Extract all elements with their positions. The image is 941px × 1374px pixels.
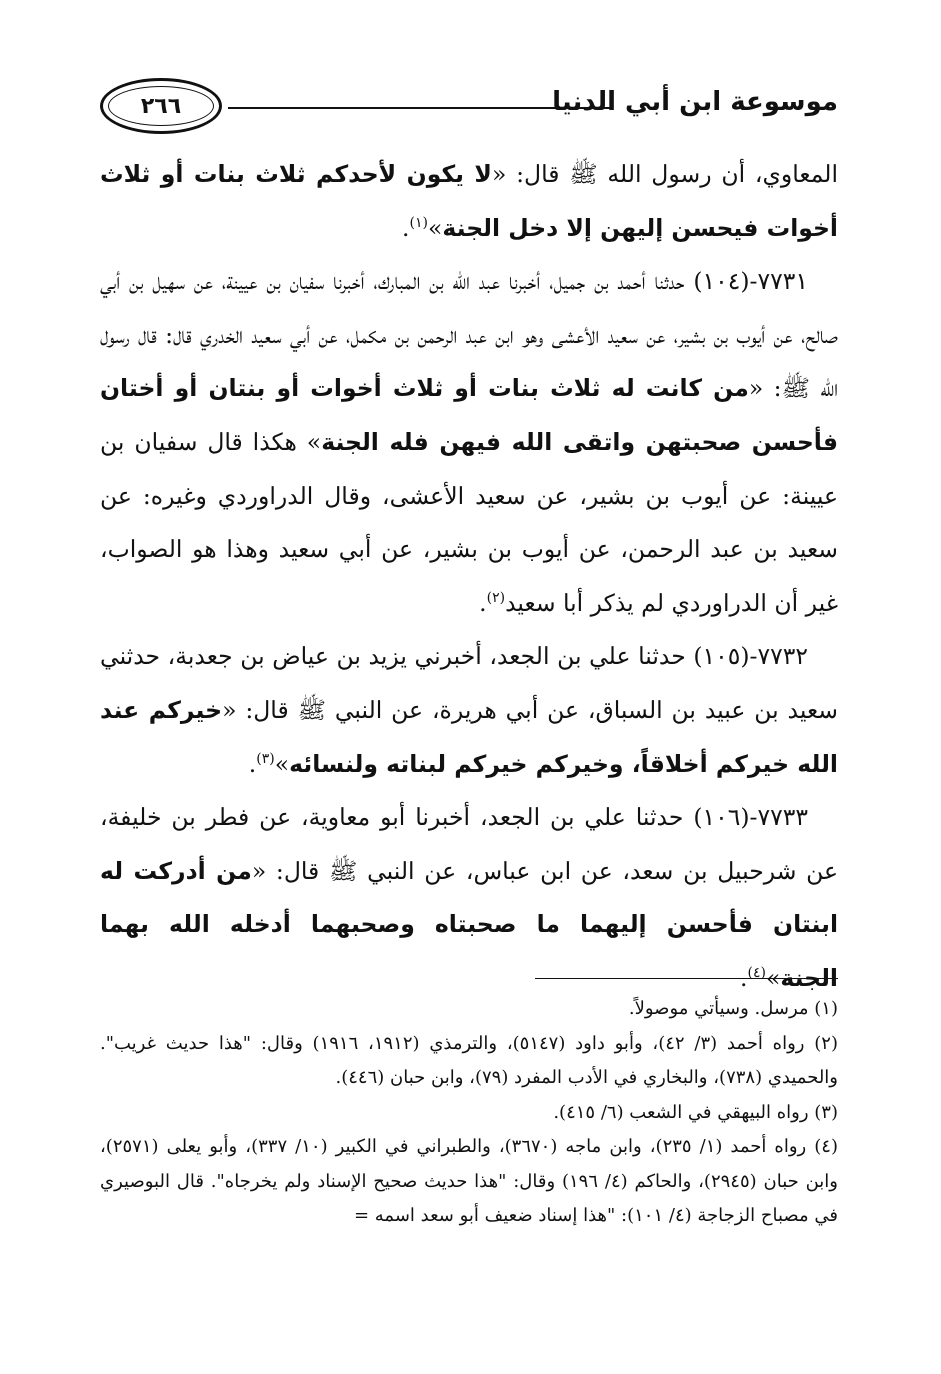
footnote-ref: (٤) [747, 965, 766, 982]
paragraph [100, 791, 838, 1005]
hadith-text: من أدركت له ابنتان فأحسن إليهما ما صحبتاه وصحبهما أدخله الله بهما الجنة [100, 856, 838, 992]
paragraph-end: . [402, 213, 410, 242]
page-number-oval [100, 78, 222, 134]
footnotes [100, 992, 838, 1234]
footnote: (١) مرسل. وسيأتي موصولاً. [628, 998, 838, 1019]
paragraph [100, 148, 838, 255]
footnote: (٣) رواه البيهقي في الشعب (٦/ ٤١٥). [553, 1101, 838, 1123]
header-rule [228, 107, 613, 109]
footnote: (٢) رواه أحمد (٣/ ٤٢)، وأبو داود (٥١٤٧)، والترمذي (١٩١٢، ١٩١٦) وقال: "هذا حديث غريب". والحميدي (٧٣٨)، والبخاري في الأدب المفرد (٧٩)، وابن حبان (٤٤٦). [100, 1032, 838, 1088]
footnote-ref: (٣) [256, 750, 275, 767]
hadith-text: لا يكون لأحدكم ثلاث بنات أو ثلاث أخوات فيحسن إليهن إلا دخل الجنة [100, 160, 838, 242]
main-text [100, 148, 838, 1006]
paragraph-text: » هكذا قال سفيان بن عيينة: عن أيوب بن بشير، عن سعيد الأعشى، وقال الدراوردي وغيره: عن سعيد بن عبد الرحمن، عن أيوب بن بشير، عن أبي سعيد وهذا هو الصواب، غير أن الدراوردي لم يذكر أبا سعيد [100, 427, 838, 617]
footnote: (٤) رواه أحمد (١/ ٢٣٥)، وابن ماجه (٣٦٧٠)، والطبراني في الكبير (١٠/ ٣٣٧)، وأبو يعلى (٢٥٧١)، وابن حبان (٢٩٤٥)، والحاكم (٤/ ١٩٦) وقال: "هذا حديث صحيح الإسناد ولم يخرجاه". قال البوصيري في مصباح الزجاجة (٤/ ١٠١): "هذا إسناد ضعيف أبو سعد اسمه = [100, 1136, 838, 1226]
paragraph-end: . [739, 963, 748, 992]
paragraph [100, 255, 838, 630]
paragraph-end: . [479, 588, 487, 617]
footnote-ref: (١) [409, 214, 428, 231]
page-header [100, 78, 838, 138]
paragraph-text: » [274, 749, 290, 778]
paragraph [100, 630, 838, 791]
book-title: موسوعة ابن أبي الدنيا [552, 87, 838, 117]
footnote-separator [535, 978, 838, 979]
paragraph-text: المعاوي، أن رسول الله ﷺ قال: « [491, 160, 838, 188]
paragraph-text: ٧٧٣١-(١٠٤) حدثنا أحمد بن جميل، أخبرنا عبد الله بن المبارك، أخبرنا سفيان بن عيينة، عن سهيل بن أبي صالح، عن أيوب بن بشير، عن سعيد الأعشى وهو ابن عبد الرحمن بن مكمل، عن أبي سعيد الخدري قال: قال رسول الله ﷺ: « [100, 267, 838, 403]
paragraph-text: ٧٧٣٢-(١٠٥) حدثنا علي بن الجعد، أخبرني يزيد بن عياض بن جعدبة، حدثني سعيد بن عبيد بن السباق، عن أبي هريرة، عن النبي ﷺ قال: « [100, 642, 838, 724]
paragraph-text: ٧٧٣٣-(١٠٦) حدثنا علي بن الجعد، أخبرنا أبو معاوية، عن فطر بن خليفة، عن شرحبيل بن سعد، عن ابن عباس، عن النبي ﷺ قال: « [100, 803, 838, 885]
paragraph-text: » [765, 963, 781, 992]
paragraph-text: » [428, 213, 443, 242]
hadith-text: خيركم عند الله خيركم أخلاقاً، وخيركم خيركم لبناته ولنسائه [100, 695, 838, 778]
page-number: ٢٦٦ [140, 93, 182, 119]
paragraph-end: . [248, 749, 257, 778]
hadith-text: من كانت له ثلاث بنات أو ثلاث أخوات أو بنتان أو أختان فأحسن صحبتهن واتقى الله فيهن فله الجنة [100, 374, 838, 456]
footnote-ref: (٢) [486, 589, 506, 606]
